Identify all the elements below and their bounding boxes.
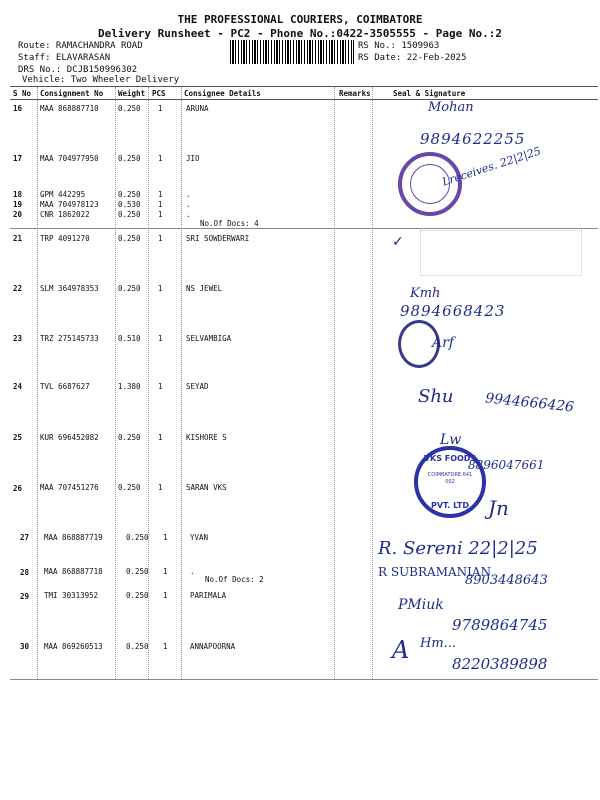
row-pcs: 1 [158, 382, 163, 391]
row-consignee: YVAN [190, 533, 209, 542]
col-consignment: Consignment No [40, 89, 104, 98]
signature-22-phone: 9894668423 [400, 302, 506, 320]
col-divider [334, 87, 335, 679]
row-consignment: MAA 868887718 [44, 567, 103, 576]
row-weight: 0.250 [118, 154, 141, 163]
col-remarks: Remarks [339, 89, 371, 98]
row-consignee: . [186, 210, 191, 219]
stamp-center-text: COIMBATORE 641 002 [427, 472, 473, 485]
row-consignee: KISHORE S [186, 433, 227, 442]
col-pcs: PCS [152, 89, 166, 98]
row-sno: 20 [13, 210, 23, 219]
docs-count-note: No.Of Docs: 4 [200, 219, 259, 228]
row-consignee: ARUNA [186, 104, 209, 113]
row-consignment: TMI 30313952 [44, 591, 99, 600]
table-bottom-rule [10, 679, 598, 680]
row-weight: 0.250 [126, 591, 149, 600]
rs-date: RS Date: 22-Feb-2025 [358, 53, 467, 63]
stamp-top-text: VKS FOODS [423, 454, 477, 463]
runsheet-subtitle: Delivery Runsheet - PC2 - Phone No.:0422-3505555 - Page No.:2 [98, 27, 502, 40]
col-divider [115, 87, 116, 679]
staff-label: Staff: ELAVARASAN [18, 53, 111, 63]
row-sno: 29 [20, 592, 30, 601]
signature-24-phone: 9944666426 [484, 390, 575, 416]
row-pcs: 1 [158, 284, 163, 293]
row-consignee: SELVAMBIGA [186, 334, 232, 343]
row-sno: 19 [13, 200, 23, 209]
row-sno: 18 [13, 190, 23, 199]
row-consignment: MAA 704978123 [40, 200, 99, 209]
row-consignment: TRP 4091270 [40, 234, 90, 243]
row-consignment: MAA 707451276 [40, 483, 99, 492]
signature-29-mark: PMiuk [398, 597, 444, 613]
signature-21-scribble: ✓ [392, 234, 404, 250]
signature-30-mark: A [392, 636, 410, 664]
signature-26-phone: 8896047661 [468, 458, 545, 472]
col-divider [181, 87, 182, 679]
row-consignee: SEYAD [186, 382, 209, 391]
signature-24-mark: Shu [418, 386, 454, 407]
row-sno: 16 [13, 104, 23, 113]
row-weight: 0.250 [118, 433, 141, 442]
row-pcs: 1 [158, 483, 163, 492]
col-consignee: Consignee Details [184, 89, 261, 98]
signature-28-phone: 8903448643 [465, 573, 548, 588]
table-top-rule [10, 86, 598, 87]
col-divider [372, 87, 373, 679]
row-sno: 21 [13, 234, 23, 243]
signature-23-mark: Arf [432, 335, 454, 351]
row-pcs: 1 [163, 533, 168, 542]
row-consignee: . [186, 190, 191, 199]
row-weight: 0.250 [118, 210, 141, 219]
row-sno: 27 [20, 533, 30, 542]
row-consignee: NS JEWEL [186, 284, 223, 293]
row-weight: 0.250 [126, 533, 149, 542]
row-sno: 25 [13, 433, 23, 442]
row-weight: 0.250 [118, 234, 141, 243]
row-sno: 22 [13, 284, 23, 293]
row-consignment: CNR 1862022 [40, 210, 90, 219]
signature-30-name: Hm... [420, 636, 457, 651]
drs-label: DRS No.: DCJB150996302 [18, 65, 138, 75]
faint-stamp [420, 230, 582, 276]
row-weight: 0.250 [118, 284, 141, 293]
vehicle-label: Vehicle: Two Wheeler Delivery [22, 75, 180, 85]
row-weight: 0.250 [118, 483, 141, 492]
row-pcs: 1 [163, 591, 168, 600]
row-consignee: PARIMALA [190, 591, 227, 600]
col-weight: Weight [118, 89, 146, 98]
table-header-rule [10, 99, 598, 100]
row-weight: 0.250 [126, 642, 149, 651]
row-consignment: KUR 696452082 [40, 433, 99, 442]
signature-16-name: Mohan [428, 100, 474, 115]
row-pcs: 1 [158, 234, 163, 243]
row-sno: 17 [13, 154, 23, 163]
row-pcs: 1 [158, 334, 163, 343]
row-consignment: MAA 868887719 [44, 533, 103, 542]
row-pcs: 1 [158, 210, 163, 219]
row-weight: 0.510 [118, 334, 141, 343]
row-pcs: 1 [163, 642, 168, 651]
signature-28-name: R SUBRAMANIAN [378, 565, 492, 579]
row-pcs: 1 [163, 567, 168, 576]
signature-30-phone: 8220389898 [452, 655, 548, 673]
signature-22-mark: Kmh [410, 286, 441, 301]
signature-29-phone: 9789864745 [452, 616, 548, 634]
col-sno: S No [13, 89, 32, 98]
signature-17: Lreceives. 22|2|25 [440, 144, 543, 189]
row-weight: 0.250 [126, 567, 149, 576]
signature-16-phone: 9894622255 [420, 130, 526, 148]
row-consignee: SARAN VKS [186, 483, 227, 492]
row-weight: 0.530 [118, 200, 141, 209]
row-sno: 28 [20, 568, 30, 577]
company-title: THE PROFESSIONAL COURIERS, COIMBATORE [177, 13, 423, 26]
signature-25-mark: Lw [440, 432, 462, 448]
signature-26-mark: Jn [488, 496, 509, 520]
row-consignee: ANNAPOORNA [190, 642, 236, 651]
row-weight: 0.250 [118, 104, 141, 113]
row-consignment: MAA 869260513 [44, 642, 103, 651]
row-consignee: . [190, 567, 195, 576]
row-consignment: SLM 364978353 [40, 284, 99, 293]
docs-count-note: No.Of Docs: 2 [205, 575, 264, 584]
row-weight: 0.250 [118, 190, 141, 199]
row-consignment: MAA 868887710 [40, 104, 99, 113]
row-consignee: SRI SOWDERWARI [186, 234, 250, 243]
signature-27-name: R. Sereni 22|2|25 [378, 538, 538, 559]
stamp-bottom-text: PVT. LTD [431, 501, 469, 510]
rs-number: RS No.: 1509963 [358, 41, 440, 51]
row-consignee: JIO [186, 154, 200, 163]
col-seal: Seal & Signature [393, 89, 466, 98]
row-pcs: 1 [158, 433, 163, 442]
row-sno: 26 [13, 484, 23, 493]
row-pcs: 1 [158, 200, 163, 209]
row-pcs: 1 [158, 154, 163, 163]
row-divider [10, 228, 598, 229]
vks-foods-stamp [414, 446, 486, 518]
barcode [230, 40, 354, 64]
row-pcs: 1 [158, 190, 163, 199]
row-sno: 23 [13, 334, 23, 343]
row-pcs: 1 [158, 104, 163, 113]
row-consignment: GPM 442295 [40, 190, 86, 199]
row-sno: 24 [13, 382, 23, 391]
route-label: Route: RAMACHANDRA ROAD [18, 41, 143, 51]
row-weight: 1.380 [118, 382, 141, 391]
row-sno: 30 [20, 642, 30, 651]
row-consignee: . [186, 200, 191, 209]
row-consignment: MAA 704977950 [40, 154, 99, 163]
row-consignment: TVL 6687627 [40, 382, 90, 391]
col-divider [37, 87, 38, 679]
row-consignment: TRZ 275145733 [40, 334, 99, 343]
